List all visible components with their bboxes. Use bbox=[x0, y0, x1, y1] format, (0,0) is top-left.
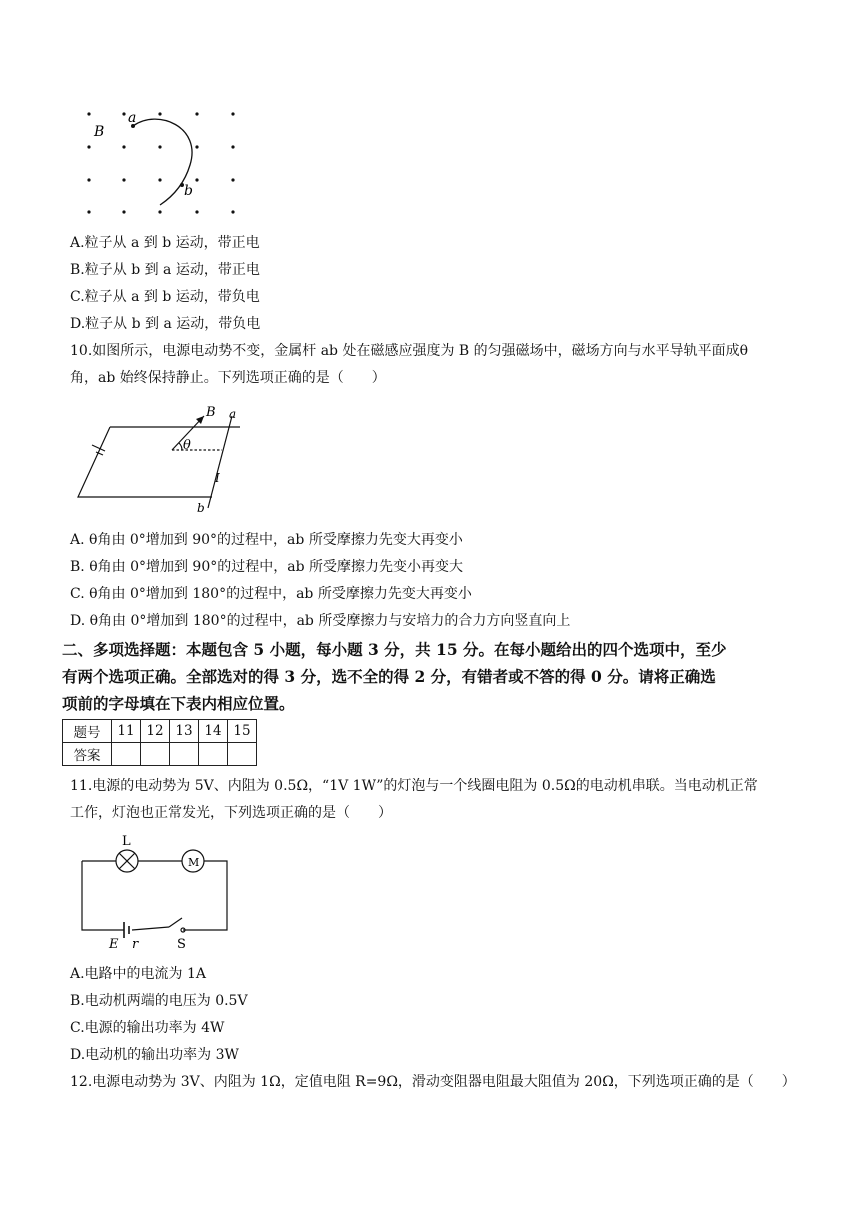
label-b: b bbox=[197, 501, 205, 515]
answer-table-answer-row bbox=[63, 743, 257, 766]
label-S: S bbox=[177, 937, 186, 952]
q9-figure bbox=[80, 105, 250, 220]
q9-option-b: B.粒子从 b 到 a 运动，带正电 bbox=[70, 262, 260, 278]
table-number-11: 11 bbox=[112, 720, 141, 743]
switch-lever-icon bbox=[169, 918, 182, 927]
answer-cell-14[interactable] bbox=[199, 743, 228, 766]
label-B: B bbox=[94, 124, 105, 140]
table-number-12: 12 bbox=[141, 720, 170, 743]
table-label-number: 题号 bbox=[63, 720, 112, 743]
answer-cell-15[interactable] bbox=[228, 743, 257, 766]
q11-circuit-figure bbox=[76, 830, 236, 955]
q11-option-b: B.电动机两端的电压为 0.5V bbox=[70, 993, 248, 1009]
label-M: M bbox=[188, 856, 200, 869]
q12-stem-line1: 12.电源电动势为 3V、内阻为 1Ω，定值电阻 R=9Ω，滑动变阻器电阻最大阻值为 20Ω，下列选项正确的是（ ） bbox=[70, 1074, 796, 1090]
answer-cell-11[interactable] bbox=[112, 743, 141, 766]
theta-arc bbox=[179, 443, 182, 450]
q11-option-c: C.电源的输出功率为 4W bbox=[70, 1020, 225, 1036]
label-r: r bbox=[132, 937, 139, 952]
table-number-15: 15 bbox=[228, 720, 257, 743]
answer-table-header-row bbox=[63, 720, 257, 743]
label-B: B bbox=[206, 405, 216, 420]
table-number-14: 14 bbox=[199, 720, 228, 743]
label-a: a bbox=[229, 407, 237, 421]
answer-cell-12[interactable] bbox=[141, 743, 170, 766]
q10-stem-line2: 角，ab 始终保持静止。下列选项正确的是（ ） bbox=[70, 370, 386, 386]
q9-option-d: D.粒子从 b 到 a 运动，带负电 bbox=[70, 316, 261, 332]
q10-option-a: A. θ角由 0°增加到 90°的过程中，ab 所受摩擦力先变大再变小 bbox=[70, 532, 463, 548]
q10-stem-line1: 10.如图所示，电源电动势不变，金属杆 ab 处在磁感应强度为 B 的匀强磁场中，磁场方向与水平导轨平面成θ bbox=[70, 343, 749, 359]
battery-plate-long bbox=[92, 445, 105, 451]
rail-circuit bbox=[78, 427, 240, 497]
section2-line2: 有两个选项正确。全部选对的得 3 分，选不全的得 2 分，有错者或不答的得 0 分。请将正确选 bbox=[62, 667, 716, 686]
q9-option-c: C.粒子从 a 到 b 运动，带负电 bbox=[70, 289, 260, 305]
table-label-answer: 答案 bbox=[63, 743, 112, 766]
battery-icon bbox=[124, 922, 129, 938]
label-a: a bbox=[128, 110, 137, 126]
label-b: b bbox=[184, 183, 193, 199]
q10-option-c: C. θ角由 0°增加到 180°的过程中，ab 所受摩擦力先变大再变小 bbox=[70, 586, 472, 602]
section2-line1: 二、多项选择题：本题包含 5 小题，每小题 3 分，共 15 分。在每小题给出的四个选项中，至少 bbox=[62, 640, 727, 659]
q11-option-a: A.电路中的电流为 1A bbox=[70, 966, 207, 982]
label-I: I bbox=[215, 471, 220, 485]
label-theta: θ bbox=[183, 438, 191, 453]
section2-line3: 项前的字母填在下表内相应位置。 bbox=[62, 694, 295, 713]
q9-option-a: A.粒子从 a 到 b 运动，带正电 bbox=[70, 235, 260, 251]
q10-option-d: D. θ角由 0°增加到 180°的过程中，ab 所受摩擦力与安培力的合力方向竖直向上 bbox=[70, 613, 571, 629]
q11-option-d: D.电动机的输出功率为 3W bbox=[70, 1047, 239, 1063]
label-E: E bbox=[109, 937, 119, 952]
rod-ab bbox=[208, 416, 232, 508]
answer-cell-13[interactable] bbox=[170, 743, 199, 766]
label-L: L bbox=[122, 834, 131, 849]
magnetic-field-dots bbox=[87, 112, 234, 213]
q11-stem-line2: 工作，灯泡也正常发光，下列选项正确的是（ ） bbox=[70, 805, 392, 821]
q10-figure bbox=[72, 400, 252, 515]
q11-stem-line1: 11.电源的电动势为 5V、内阻为 0.5Ω，“1V 1W”的灯泡与一个线圈电阻为 0.5Ω的电动机串联。当电动机正常 bbox=[70, 778, 758, 794]
circuit-wire bbox=[82, 861, 227, 930]
table-number-13: 13 bbox=[170, 720, 199, 743]
q10-option-b: B. θ角由 0°增加到 90°的过程中，ab 所受摩擦力先变小再变大 bbox=[70, 559, 463, 575]
answer-table bbox=[62, 719, 257, 766]
